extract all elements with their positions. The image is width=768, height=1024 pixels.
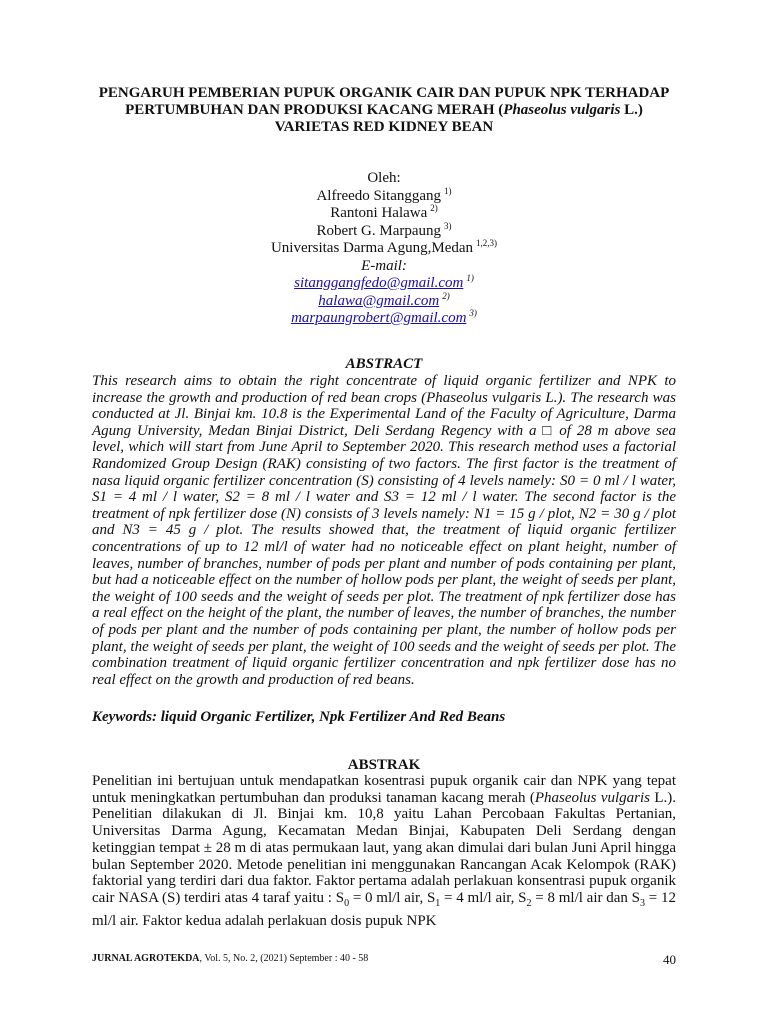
abstrak-text-6: = 12 ml/l air. Faktor kedua adalah perlakuan dosis pupuk NPK (92, 889, 676, 929)
subscript-0: 0 (344, 897, 350, 909)
title-line-2 (60, 102, 708, 119)
email-link-3[interactable]: marpaungrobert@gmail.com (291, 310, 467, 326)
abstrak-species-name: Phaseolus vulgaris (534, 789, 650, 806)
affiliation-sup: 1,2,3) (476, 238, 498, 248)
email-label-text: E-mail: (361, 257, 407, 274)
author-2-sup: 2) (430, 203, 438, 213)
email-link-2[interactable]: halawa@gmail.com (318, 292, 440, 309)
journal-name: JURNAL AGROTEKDA (92, 953, 200, 964)
author-1 (60, 185, 708, 206)
email-label (60, 258, 708, 276)
keywords: Keywords: liquid Organic Fertilizer, Npk Fertilizer And Red Beans (92, 709, 506, 725)
title-line-1: PENGARUH PEMBERIAN PUPUK ORGANIK CAIR DAN PUPUK NPK TERHADAP (98, 85, 670, 101)
author-block (60, 170, 708, 328)
title-line-3: VARIETAS RED KIDNEY BEAN (274, 119, 494, 135)
abstrak-text-4: = 4 ml/l air, S (440, 889, 527, 906)
abstract-body: This research aims to obtain the right concentrate of liquid organic fertilizer and NPK to increase the growth and production of red bean crops (Phaseolus vulgaris L.). The research was conducted at Jl. Binjai km. 10.8 is the Experimental Land of the Faculty of Agriculture, Darma Agung University, Medan Binjai District, Deli Serdang Regency with a □ of 28 m above sea level, which will start from June April to September 2020. This research method uses a factorial Randomized Group Design (RAK) consisting of two factors. The first factor is the treatment of nasa liquid organic fertilizer concentration (S) consisting of 4 levels namely: S0 = 0 ml / l water, S1 = 4 ml / l water, S2 = 8 ml / l water and S3 = 12 ml / l water. The second factor is the treatment of npk fertilizer dose (N) consists of 3 levels namely: N1 = 15 g / plot, N2 = 30 g / plot and N3 = 45 g / plot. The results showed that, the treatment of liquid organic fertilizer concentrations of up to 12 ml/l of water had no noticeable effect on plant height, number of leaves, number of branches, number of pods per plant and number of pods containing per plant, but had a noticeable effect on the number of hollow pods per plant, the weight of seeds per plant, the weight of 100 seeds and the weight of seeds per plot. The treatment of npk fertilizer dose has a real effect on the height of the plant, the number of leaves, the number of branches, the number of pods per plant and the number of pods containing per plant, the number of hollow pods per plant, the weight of seeds per plant, the weight of 100 seeds and the weight of seeds per plot. The combination treatment of liquid organic fertilizer concentration and npk fertilizer dose has no real effect on the growth and production of red beans. (92, 373, 676, 688)
email-2-sup: 2) (442, 290, 450, 301)
affiliation (60, 240, 708, 258)
email-3 (60, 310, 708, 328)
title-line-2-text: PERTUMBUHAN DAN PRODUKSI KACANG MERAH ( (125, 102, 504, 118)
title-line-2-suffix: L.) (620, 102, 643, 118)
author-3-name: Robert G. Marpaung (316, 222, 442, 239)
subscript-3: 3 (640, 897, 645, 909)
author-2-name: Rantoni Halawa (330, 205, 428, 221)
email-link-1[interactable]: sitanggangfedo@gmail.com (294, 275, 464, 291)
subscript-1: 1 (435, 897, 441, 909)
author-3-sup: 3) (444, 220, 452, 231)
author-1-name: Alfreedo Sitanggang (316, 187, 442, 204)
paper-title (60, 85, 708, 136)
abstract-heading: ABSTRACT (345, 356, 423, 372)
journal-footer (92, 953, 368, 964)
email-3-sup: 3) (469, 308, 477, 318)
abstrak-heading: ABSTRAK (347, 757, 421, 773)
abstrak-text-5: = 8 ml/l air dan S (531, 889, 640, 906)
by-label: Oleh: (367, 170, 401, 186)
author-3 (60, 220, 708, 241)
abstrak-text-1: Penelitian ini bertujuan untuk mendapatkan kosentrasi pupuk organik cair dan NPK yang tepat untuk meningkatkan pertumbuhan dan produksi tanaman kacang merah ( (92, 773, 676, 806)
subscript-2: 2 (526, 897, 532, 909)
journal-citation: , Vol. 5, No. 2, (2021) September : 40 - 58 (199, 953, 369, 964)
author-1-sup: 1) (444, 185, 452, 196)
email-2 (60, 290, 708, 311)
email-1-sup: 1) (466, 273, 474, 283)
page-number: 40 (663, 952, 676, 967)
abstrak-text-2: L.). Penelitian dilakukan di Jl. Binjai km. 10,8 yaitu Lahan Percobaan Fakultas Pertanian, Universitas Darma Agung, Kecamatan Medan Binjai, Kabupaten Deli Serdang dengan ketinggian tempat ± 28 m di atas permukaan laut, yang akan dimulai dari bulan Juni April hingga bulan September 2020. Metode penelitian ini menggunakan Rancangan Acak Kelompok (RAK) faktorial yang terdiri dari dua faktor. Faktor pertama adalah perlakuan konsentrasi pupuk organik cair NASA (S) terdiri atas 4 taraf yaitu : S (92, 789, 676, 906)
email-1 (60, 275, 708, 293)
abstrak-body (92, 773, 676, 929)
title-species-name: Phaseolus vulgaris (503, 102, 621, 118)
author-2 (60, 205, 708, 223)
affiliation-text: Universitas Darma Agung,Medan (270, 240, 474, 256)
abstrak-text-3: = 0 ml/l air, S (349, 889, 436, 906)
